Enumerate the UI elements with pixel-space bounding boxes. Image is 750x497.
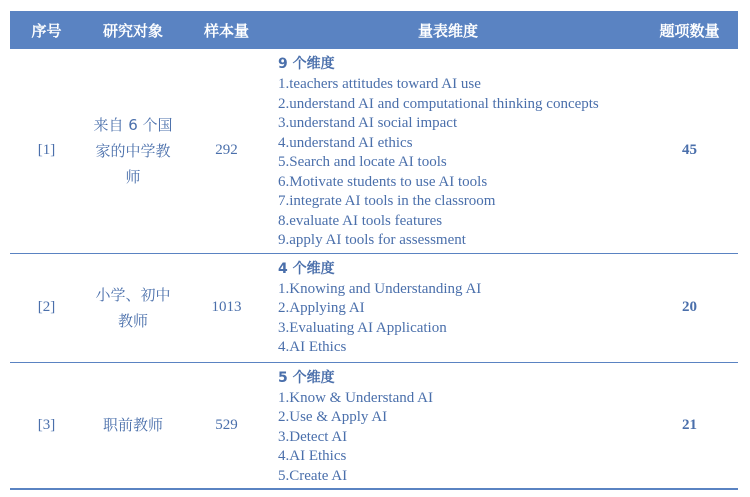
header-sample-size: 样本量	[203, 21, 249, 40]
table-row	[10, 362, 738, 489]
dimension-item: 1.teachers attitudes toward AI use	[278, 76, 481, 92]
row-sample-size: 292	[215, 142, 238, 159]
row-index: [2]	[37, 299, 56, 315]
dimension-item: 3.Detect AI	[278, 428, 348, 445]
table-row	[10, 49, 738, 253]
dimension-item: 9.apply AI tools for assessment	[278, 232, 466, 248]
dimension-item: 1.Know & Understand AI	[278, 389, 433, 406]
dimension-item: 3.Evaluating AI Application	[278, 319, 447, 336]
row-item-count: 21	[682, 416, 697, 433]
dimension-item: 5.Search and locate AI tools	[278, 154, 447, 170]
ai-literacy-scale-table	[10, 11, 738, 490]
header-subject: 研究对象	[102, 21, 163, 40]
dimension-item: 2.Use & Apply AI	[278, 409, 388, 425]
dimension-item: 2.Applying AI	[278, 300, 365, 316]
dimension-item: 4.understand AI ethics	[278, 134, 413, 151]
table-row	[10, 253, 738, 362]
dimension-count-title: 5 个维度	[278, 369, 335, 386]
row-dimensions	[270, 362, 641, 489]
dimension-count-title: 9 个维度	[278, 56, 335, 72]
dimension-item: 7.integrate AI tools in the classroom	[278, 193, 496, 209]
row-index: [1]	[37, 142, 56, 159]
header-item-count: 题项数量	[659, 21, 720, 40]
row-subject: 小学、初中教师	[95, 285, 171, 330]
dimension-count-title: 4 个维度	[278, 260, 335, 277]
dimension-item: 2.understand AI and computational thinking concepts	[278, 95, 599, 112]
header-index: 序号	[31, 21, 62, 40]
row-dimensions	[270, 253, 641, 362]
dimension-item: 1.Knowing and Understanding AI	[278, 280, 482, 297]
dimension-item: 5.Create AI	[278, 467, 348, 484]
row-index: [3]	[37, 416, 56, 433]
header-row	[10, 11, 738, 49]
header-dimensions: 量表维度	[418, 21, 479, 40]
dimension-item: 6.Motivate students to use AI tools	[278, 173, 488, 190]
dimension-item: 3.understand AI social impact	[278, 115, 458, 131]
row-subject: 职前教师	[102, 416, 163, 435]
row-sample-size: 1013	[211, 299, 242, 315]
row-dimensions	[270, 49, 641, 253]
row-item-count: 20	[682, 299, 697, 315]
dimension-item: 4.AI Ethics	[278, 448, 347, 464]
dimension-item: 8.evaluate AI tools features	[278, 212, 443, 229]
row-sample-size: 529	[215, 416, 238, 433]
dimension-item: 4.AI Ethics	[278, 339, 347, 355]
row-item-count: 45	[682, 142, 697, 159]
row-subject: 来自 6 个国家的中学教师	[93, 115, 173, 186]
